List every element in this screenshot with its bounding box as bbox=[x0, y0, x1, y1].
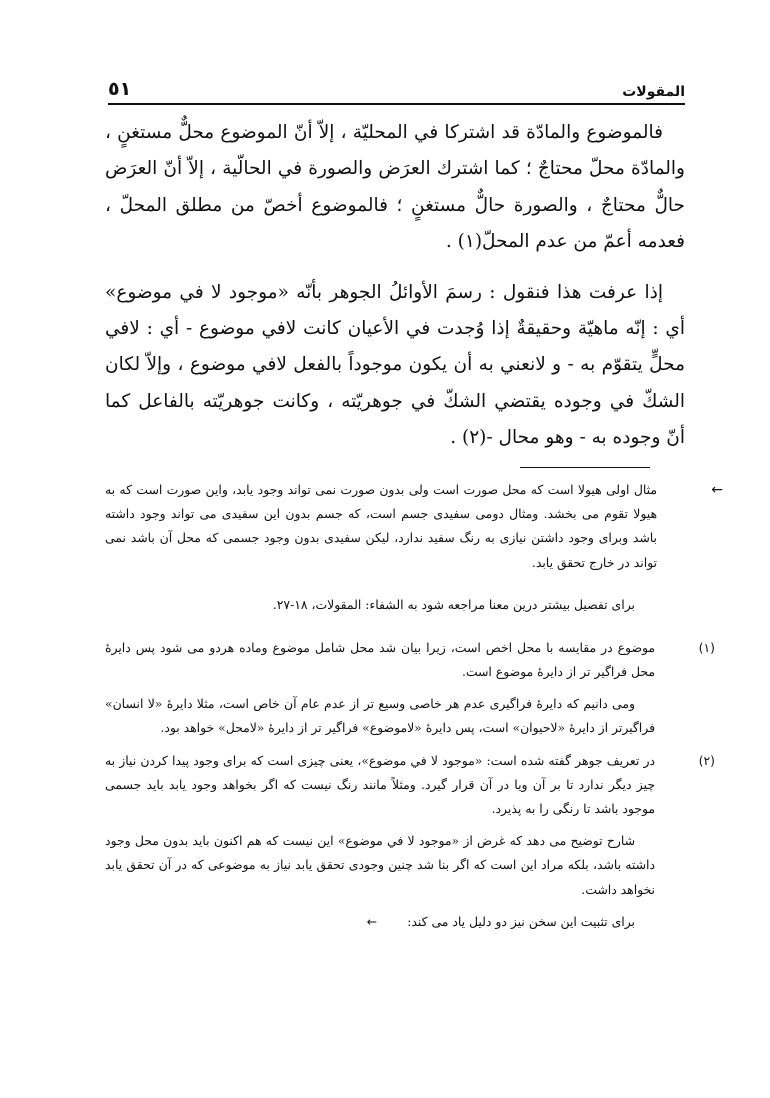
footnote-2 bbox=[105, 749, 715, 934]
footnote-last-line bbox=[105, 910, 685, 934]
main-paragraph: إذا عرفت هذا فنقول : رسمَ الأوائلُ الجوهر بأنّه «موجود لا في موضوع» أي : إنّه ماهيّة وحقيقةٌ إذا وُجدت في الأعيان كانت لافي موضوع - أي : لافي محلٍّ يتقوّم به - و لانعني به أن يكون موجوداً بالفعل لافي موضوع ، وإلاّ لكان الشكّ في وجوده يقتضي الشكّ في جوهريّته ، وكانت جوهريّته بالفاعل كما أنّ وجوده به - وهو محال -(٢) . bbox=[105, 281, 685, 449]
footnote-separator bbox=[520, 467, 650, 468]
header-rule bbox=[108, 103, 685, 105]
footnote-number: (١) bbox=[698, 639, 715, 655]
page-header bbox=[108, 70, 685, 100]
footnote-number: (٢) bbox=[698, 752, 715, 768]
running-title: المقولات bbox=[622, 84, 685, 100]
footnote-continuation: شارح توضیح می دهد که غرض از «موجود لا في موضوع» این نیست که هم اکنون باید بدون محل وجود داشته باشد، بلکه مراد این است که اگر بنا شد چنین وجودی تحقق یابد نیاز به موضوعی که در آن تحقق یابد نخواهد داشت. bbox=[105, 833, 655, 897]
footnote-continuation: ومی دانیم که دایرهٔ فراگیری عدم هر خاصی وسیع تر از عدم عام آن خاص است، مثلا دایرهٔ «لا انسان» فراگیرتر از دایرهٔ «لاحیوان» است، پس دایرهٔ «لاموضوع» فراگیر تر از دایرهٔ «لامحل» خواهد بود. bbox=[105, 696, 655, 736]
footnote-reference-line: برای تفصیل بیشتر درین معنا مراجعه شود به الشفاء: المقولات، ١٨-٢٧. bbox=[272, 597, 635, 613]
footnote-text: موضوع در مقایسه با محل اخص است، زیرا بیان شد محل شامل موضوع وماده هردو می شود پس دایرهٔ محل فراگیر تر از دایرهٔ موضوع است. bbox=[105, 639, 655, 679]
footnotes-section bbox=[105, 478, 723, 934]
main-text bbox=[105, 115, 685, 471]
continue-arrow-icon: ← bbox=[366, 913, 378, 929]
footnote-1 bbox=[105, 636, 715, 741]
main-paragraph: فالموضوع والمادّة قد اشتركا في المحليّة ، إلاّ أنّ الموضوع محلٌّ مستغنٍ ، والمادّة محلّ محتاجٌ ؛ كما اشترك العرَض والصورة في الحالّية ، إلاّ أنّ العرَض حالٌّ محتاجٌ ، والصورة حالٌّ مستغنٍ ؛ فالموضوع أخصّ من مطلق المحلّ ، فعدمه أعمّ من عدم المحلّ(١) . bbox=[105, 122, 685, 253]
continuation-arrow-icon: ← bbox=[711, 482, 723, 498]
footnote-last-line-text: برای تثبیت این سخن نیز دو دلیل یاد می کند: bbox=[407, 913, 635, 929]
page-number: ٥١ bbox=[108, 78, 132, 100]
footnote-text: در تعریف جوهر گفته شده است: «موجود لا في موضوع»، یعنی چیزی است که برای وجود پیدا کردن نیاز به چیز دیگر ندارد تا بر آن ویا در آن قرار گیرد. ومثلاً مانند رنگ نیست که اگر بخواهد وجود یابد باید جسمی موجود باشد تا رنگی را به پذیرد. bbox=[105, 752, 655, 817]
footnote-intro bbox=[105, 478, 723, 575]
footnote-intro-paragraph: مثال اولی هیولا است که محل صورت است ولی بدون صورت نمی تواند وجود یابد، واین صورت است که به هیولا تقوم می بخشد. ومثال دومی سفیدی جسم است، که جسم بدون این سفیدی می تواند وجود داشته باشد وبرای وجود داشتن نیازی به رنگ سفید ندارد، لیکن سفیدی بدون وجود جسمی که محل آن باشد نمی تواند در خارج تحقق یابد. bbox=[105, 482, 657, 570]
